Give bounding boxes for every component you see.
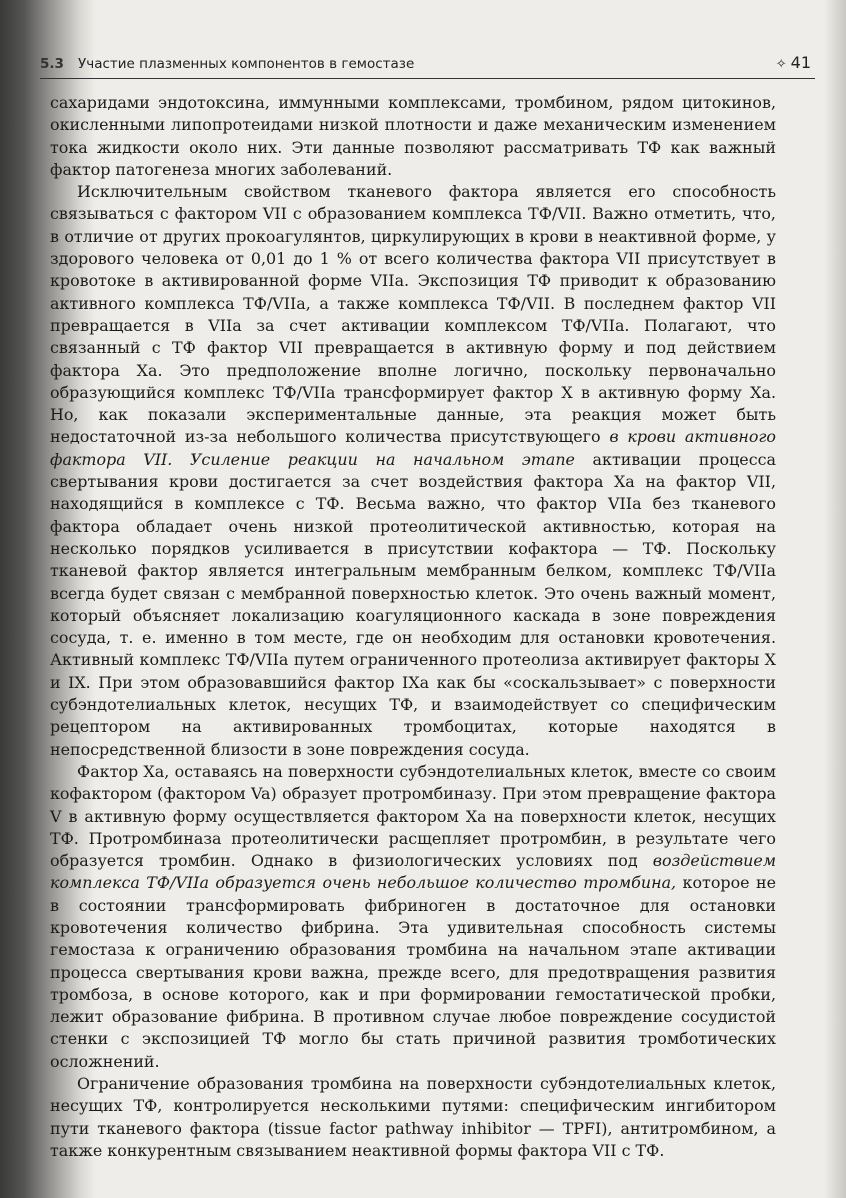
running-header [40,52,815,79]
text-run: Исключительным свойством тканевого фактора является его способность связываться с фактором VII с образованием комплекса ТФ/VII. Важно отметить, что, в отличие от других прокоагулянтов, циркулирующих в крови в неактивной форме, у здорового человека от 0,01 до 1 % от всего количества фактора VII присутствует в кровотоке в активированной форме VIIa. Экспозиция ТФ приводит к образованию активного комплекса ТФ/VIIa, а также комплекса ТФ/VII. В последнем фактор VII превращается в VIIa за счет активации комплексом ТФ/VIIa. Полагают, что связанный с ТФ фактор VII превращается в активную форму и под действием фактора Xa. Это предположение вполне логично, поскольку первоначально образующийся комплекс ТФ/VIIa трансформирует фактор X в активную форму Xa. Но, как показали экспериментальные данные, эта реакция может быть недостаточной из-за небольшого количества присутствующего [50,182,776,447]
text-run: сахаридами эндотоксина, иммунными комплексами, тромбином, рядом цитокинов, окисленными липопротеидами низкой плотности и даже механическим изменением тока жидкости около них. Эти данные позволяют рассматривать ТФ как важный фактор патогенеза многих заболеваний. [50,93,776,179]
text-run: Ограничение образования тромбина на поверхности субэндотелиальных клеток, несущих ТФ, контролируется несколькими путями: специфическим ингибитором пути тканевого фактора (tissue factor pathway inhibitor — TPFI), антитромбином, а также конкурентным связыванием неактивной формы фактора VII с ТФ. [50,1074,776,1160]
section-number: 5.3 [40,56,64,72]
page-number: 41 [790,53,811,72]
text-run: активации процесса свертывания крови достигается за счет воздействия фактора Xa на фактор VII, находящийся в комплексе с ТФ. Весьма важно, что фактор VIIa без тканевого фактора обладает очень низкой протеолитической активностью, которая на несколько порядков усиливается в присутствии кофактора — ТФ. Поскольку тканевой фактор является интегральным мембранным белком, комплекс ТФ/VIIa всегда будет связан с мембранной поверхностью клеток. Это очень важный момент, который объясняет локализацию коагуляционного каскада в зоне повреждения сосуда, т. е. именно в том месте, где он необходим для остановки кровотечения. Активный комплекс ТФ/VIIa путем ограниченного протеолиза активирует факторы X и IX. При этом образовавшийся фактор IXa как бы «соскальзывает» с поверхности субэндотелиальных клеток, несущих ТФ, и взаимодействует со специфическим рецептором на активированных тромбоцитах, которые находятся в непосредственной близости в зоне повреждения сосуда. [50,449,776,759]
page-number-block [776,53,811,72]
page-edge-shadow [824,0,846,1198]
paragraph-p1 [50,92,776,181]
body-text [50,92,776,1162]
text-run: Фактор Xa, оставаясь на поверхности субэндотелиальных клеток, вместе со своим кофактором (фактором Va) образует протромбиназу. При этом превращение фактора V в активную форму осуществляется фактором Xa на поверхности клеток, несущих ТФ. Протромбиназа протеолитически расщепляет протромбин, в результате чего образуется тромбин. Однако в физиологических условиях под [50,761,776,871]
italic-run: в крови активного фактора VII. Усиление реакции на начальном этапе [50,427,776,469]
text-run: которое не в состоянии трансформировать фибриноген в достаточное для остановки кровотечения количество фибрина. Эта удивительная способность системы гемостаза к ограничению образования тромбина на начальном этапе активации процесса свертывания крови важна, прежде всего, для предотвращения развития тромбоза, в основе которого, как и при формировании гемостатической пробки, лежит образование фибрина. В противном случае любое повреждение сосудистой стенки с экспозицией ТФ могло бы стать причиной развития тромботических осложнений. [50,873,776,1071]
paragraph-p2 [50,181,776,761]
italic-run: воздействием комплекса ТФ/VIIa образуется очень небольшое количество тромбина, [50,851,776,893]
paragraph-p3 [50,761,776,1073]
paragraph-p4 [50,1073,776,1162]
ornament-icon: ✧ [775,57,787,72]
chapter-title: Участие плазменных компонентов в гемостазе [78,56,415,72]
